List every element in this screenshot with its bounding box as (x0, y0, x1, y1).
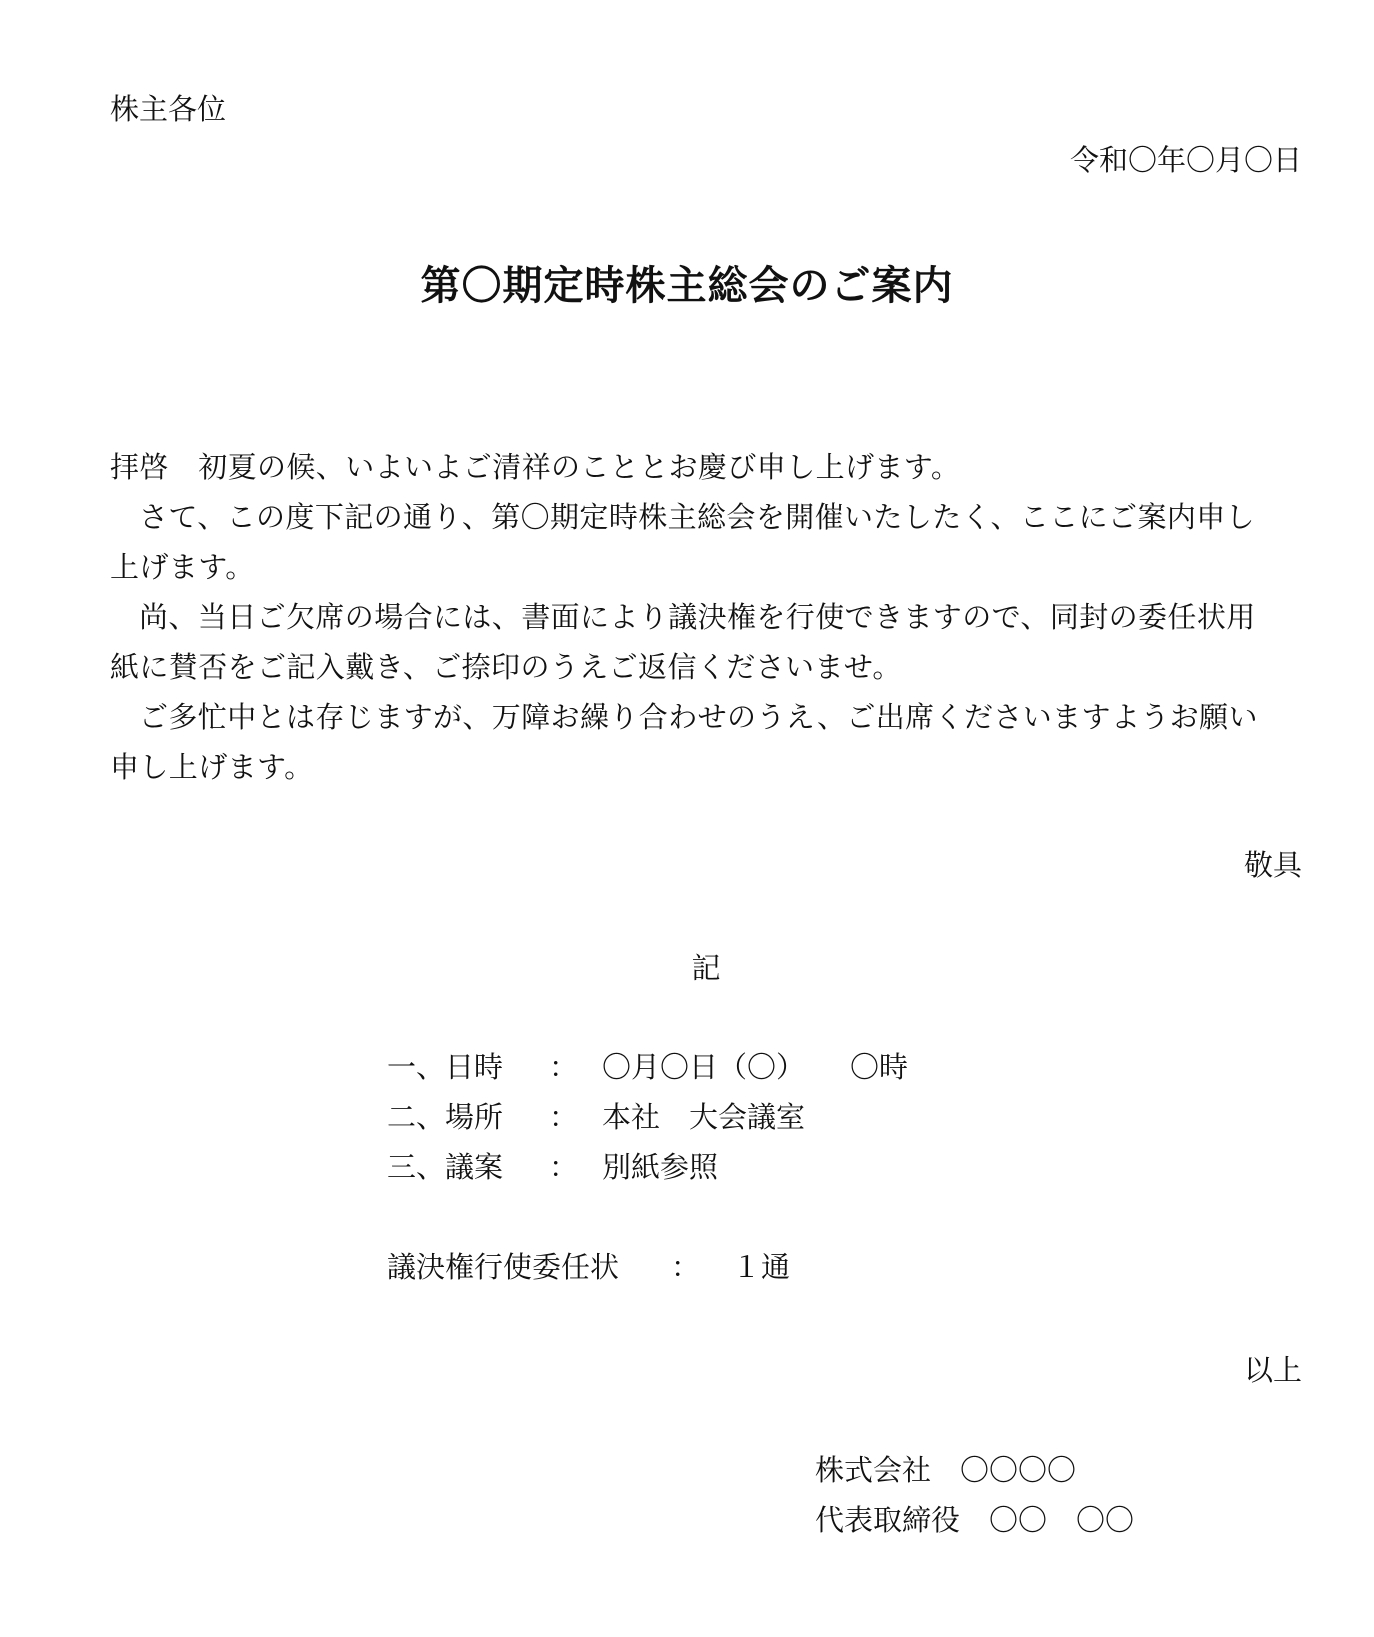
greeting-line: 拝啓 初夏の候、いよいよご清祥のこととお慶び申し上げます。 (110, 450, 961, 484)
letter-body (110, 442, 1302, 792)
item-label: 二、場所 (387, 1100, 504, 1134)
item-value: 〇月〇日（〇） (602, 1050, 806, 1084)
paragraph-1-line-1: さて、この度下記の通り、第〇期定時株主総会を開催いたしたく、ここにご案内申し (139, 500, 1256, 534)
ki-heading: 記 (691, 951, 721, 985)
item-label: 一、日時 (387, 1050, 504, 1084)
item-colon: ： (549, 1150, 579, 1184)
paragraph-2-line-2: 紙に賛否をご記入戴き、ご捺印のうえご返信くださいませ。 (110, 650, 902, 684)
paragraph-3-line-2: 申し上げます。 (110, 750, 314, 784)
closing-ijou: 以上 (1243, 1353, 1302, 1387)
paragraph-2-line-1: 尚、当日ご欠席の場合には、書面により議決権を行使できますので、同封の委任状用 (139, 600, 1256, 634)
item-colon: ： (549, 1050, 579, 1084)
sender-representative: 代表取締役 〇〇 〇〇 (815, 1503, 1135, 1537)
item-value: 本社 大会議室 (602, 1100, 806, 1134)
proxy-label: 議決権行使委任状 (387, 1250, 620, 1284)
proxy-value: １通 (732, 1250, 791, 1284)
item-time: 〇時 (850, 1050, 909, 1084)
paragraph-3-line-1: ご多忙中とは存じますが、万障お繰り合わせのうえ、ご出席くださいますようお願い (139, 700, 1258, 734)
document-date: 令和〇年〇月〇日 (1069, 143, 1302, 177)
document-title: 第〇期定時株主総会のご案内 (420, 263, 954, 309)
item-colon: ： (549, 1100, 579, 1134)
addressee: 株主各位 (110, 92, 227, 126)
sender-company: 株式会社 〇〇〇〇 (815, 1453, 1077, 1487)
proxy-colon: ： (671, 1250, 701, 1284)
closing-keigu: 敬具 (1243, 848, 1302, 882)
paragraph-1-line-2: 上げます。 (110, 550, 255, 584)
item-value: 別紙参照 (602, 1150, 719, 1184)
item-label: 三、議案 (387, 1150, 504, 1184)
